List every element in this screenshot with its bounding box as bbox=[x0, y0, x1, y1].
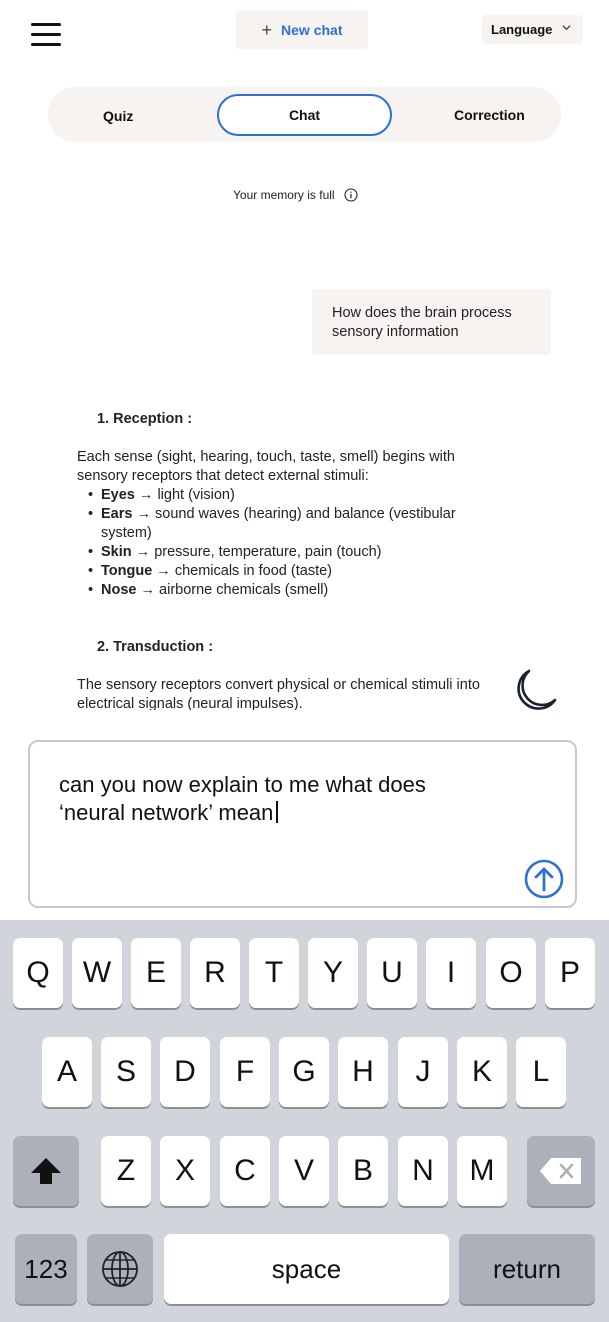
globe-key[interactable] bbox=[87, 1234, 153, 1304]
backspace-icon bbox=[539, 1156, 583, 1186]
key-h[interactable]: H bbox=[338, 1037, 388, 1107]
memory-notice-text: Your memory is full bbox=[233, 188, 335, 202]
key-j[interactable]: J bbox=[398, 1037, 448, 1107]
key-r[interactable]: R bbox=[190, 938, 240, 1008]
language-label: Language bbox=[491, 22, 553, 37]
memory-notice bbox=[233, 188, 358, 202]
list-item: • Ears → sound waves (hearing) and balance (vestibular system) bbox=[87, 505, 497, 543]
section-intro: Each sense (sight, hearing, touch, taste, smell) begins with sensory receptors that detect external stimuli: bbox=[77, 449, 455, 484]
menu-icon[interactable] bbox=[31, 23, 61, 45]
key-t[interactable]: T bbox=[249, 938, 299, 1008]
backspace-key[interactable] bbox=[527, 1136, 595, 1206]
mode-tabs bbox=[48, 87, 561, 142]
info-icon[interactable] bbox=[344, 188, 358, 202]
new-chat-button[interactable] bbox=[236, 10, 368, 49]
new-chat-label: New chat bbox=[281, 21, 343, 38]
key-z[interactable]: Z bbox=[101, 1136, 151, 1206]
bullet-list bbox=[87, 486, 497, 600]
user-message bbox=[312, 289, 551, 355]
key-b[interactable]: B bbox=[338, 1136, 388, 1206]
send-arrow-up-icon[interactable] bbox=[524, 859, 564, 899]
language-select[interactable] bbox=[482, 15, 583, 44]
tab-correction[interactable]: Correction bbox=[454, 107, 525, 123]
section-text: The sensory receptors convert physical or chemical stimuli into electrical signals (neural impulses). bbox=[77, 677, 480, 710]
assistant-message bbox=[77, 410, 497, 710]
section-title: 1. Reception : bbox=[97, 411, 193, 427]
list-item: • Tongue → chemicals in food (taste) bbox=[87, 562, 497, 581]
key-a[interactable]: A bbox=[42, 1037, 92, 1107]
key-y[interactable]: Y bbox=[308, 938, 358, 1008]
space-key[interactable]: space bbox=[164, 1234, 449, 1304]
numbers-key[interactable]: 123 bbox=[15, 1234, 77, 1304]
key-p[interactable]: P bbox=[545, 938, 595, 1008]
moon-icon[interactable] bbox=[509, 666, 559, 716]
key-x[interactable]: X bbox=[160, 1136, 210, 1206]
list-item: • Nose → airborne chemicals (smell) bbox=[87, 581, 497, 600]
globe-icon bbox=[100, 1249, 140, 1289]
list-item: • Skin → pressure, temperature, pain (touch) bbox=[87, 543, 497, 562]
key-w[interactable]: W bbox=[72, 938, 122, 1008]
shift-key[interactable] bbox=[13, 1136, 79, 1206]
key-c[interactable]: C bbox=[220, 1136, 270, 1206]
key-s[interactable]: S bbox=[101, 1037, 151, 1107]
key-e[interactable]: E bbox=[131, 938, 181, 1008]
plus-icon: + bbox=[261, 19, 273, 40]
key-d[interactable]: D bbox=[160, 1037, 210, 1107]
key-m[interactable]: M bbox=[457, 1136, 507, 1206]
key-f[interactable]: F bbox=[220, 1037, 270, 1107]
key-n[interactable]: N bbox=[398, 1136, 448, 1206]
key-g[interactable]: G bbox=[279, 1037, 329, 1107]
key-v[interactable]: V bbox=[279, 1136, 329, 1206]
text-caret bbox=[276, 801, 278, 823]
list-item: • Eyes → light (vision) bbox=[87, 486, 497, 505]
key-q[interactable]: Q bbox=[13, 938, 63, 1008]
return-key[interactable]: return bbox=[459, 1234, 595, 1304]
tab-quiz[interactable]: Quiz bbox=[103, 108, 134, 124]
key-i[interactable]: I bbox=[426, 938, 476, 1008]
section-title: 2. Transduction : bbox=[97, 639, 214, 655]
user-message-text: How does the brain process sensory information bbox=[332, 305, 512, 340]
key-u[interactable]: U bbox=[367, 938, 417, 1008]
message-input-text[interactable]: can you now explain to me what does ‘neural network’ mean bbox=[59, 772, 426, 825]
message-input[interactable] bbox=[28, 740, 577, 908]
shift-arrow-icon bbox=[29, 1156, 63, 1186]
key-o[interactable]: O bbox=[486, 938, 536, 1008]
chevron-down-icon bbox=[562, 23, 571, 32]
tab-chat[interactable]: Chat bbox=[217, 94, 392, 136]
key-k[interactable]: K bbox=[457, 1037, 507, 1107]
key-l[interactable]: L bbox=[516, 1037, 566, 1107]
keyboard bbox=[0, 920, 609, 1322]
